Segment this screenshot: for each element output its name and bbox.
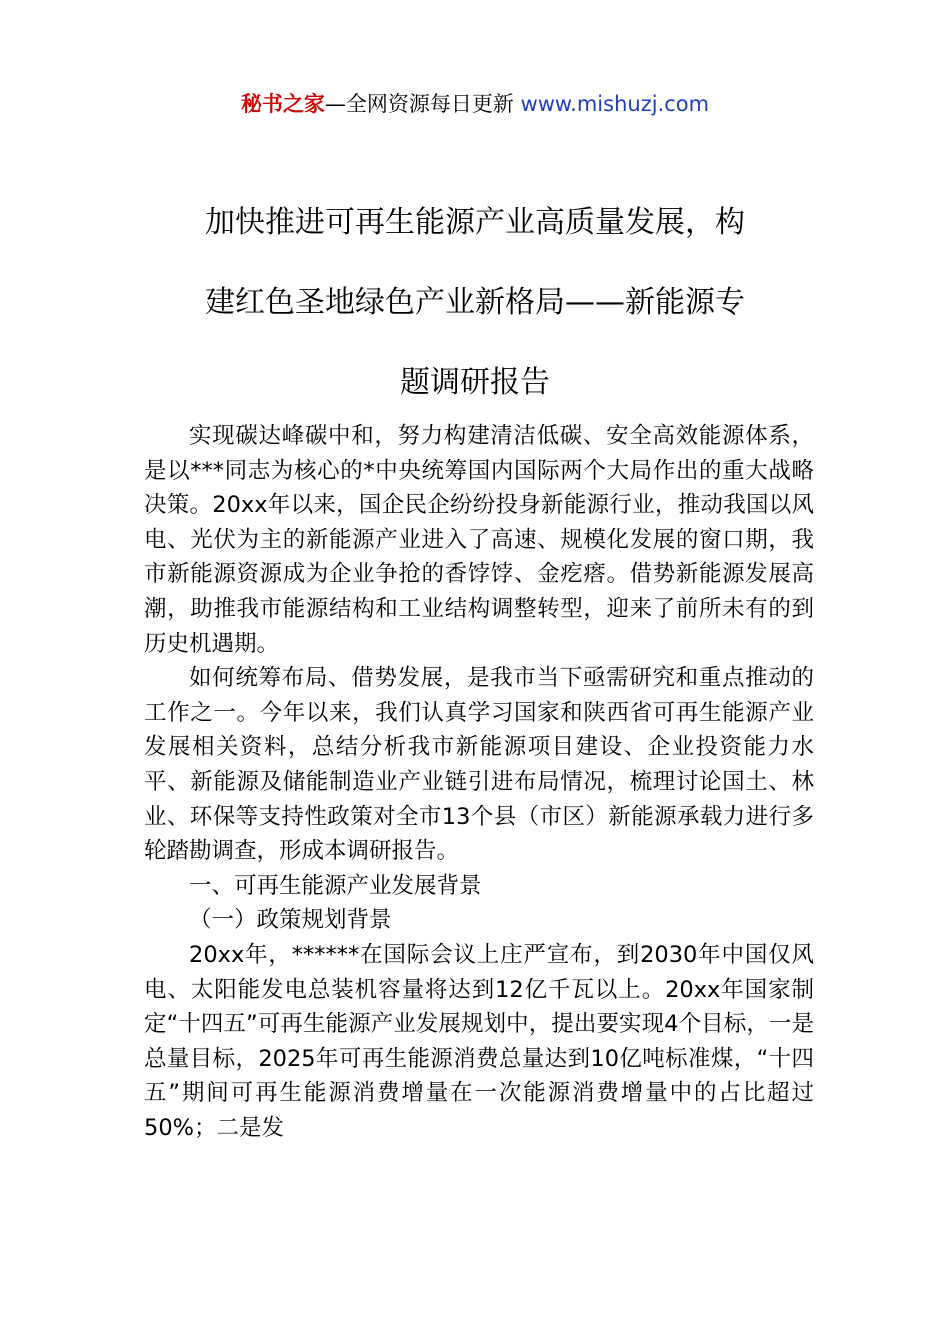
body-paragraph: 20xx年，******在国际会议上庄严宣布，到2030年中国仅风电、太阳能发电总装机容量将达到12亿千瓦以上。20xx年国家制定“十四五”可再生能源产业发展规划中，提出要实现4个目标，一是总量目标，2025年可再生能源消费总量达到10亿吨标准煤，“十四五”期间可再生能源消费增量在一次能源消费增量中的占比超过50%；二是发: [144, 941, 814, 1141]
document-title: [140, 183, 810, 423]
title-line-1: 加快推进可再生能源产业高质量发展，构: [205, 205, 745, 240]
title-line-3: 题调研报告: [400, 365, 550, 400]
body-paragraph: 如何统筹布局、借势发展，是我市当下亟需研究和重点推动的工作之一。今年以来，我们认真学习国家和陕西省可再生能源产业发展相关资料，总结分析我市新能源项目建设、企业投资能力水平、新能源及储能制造业产业链引进布局情况，梳理讨论国土、林业、环保等支持性政策对全市13个县（市区）新能源承载力进行多轮踏勘调查，形成本调研报告。: [144, 665, 814, 865]
site-url-link[interactable]: www.mishuzj.com: [520, 92, 710, 116]
subsection-heading: （一）政策规划背景: [189, 907, 392, 934]
section-heading: 一、可再生能源产业发展背景: [189, 872, 482, 899]
body-paragraph: 实现碳达峰碳中和，努力构建清洁低碳、安全高效能源体系，是以***同志为核心的*中央统筹国内国际两个大局作出的重大战略决策。20xx年以来，国企民企纷纷投身新能源行业，推动我国以风电、光伏为主的新能源产业进入了高速、规模化发展的窗口期，我市新能源资源成为企业争抢的香饽饽、金疙瘩。借势新能源发展高潮，助推我市能源结构和工业结构调整转型，迎来了前所未有的到历史机遇期。: [144, 423, 814, 657]
site-header: [0, 88, 950, 120]
document-body: [144, 419, 814, 1145]
title-line-2: 建红色圣地绿色产业新格局——新能源专: [205, 285, 745, 320]
site-tagline: —全网资源每日更新: [324, 92, 521, 116]
site-brand: 秘书之家: [240, 92, 325, 116]
